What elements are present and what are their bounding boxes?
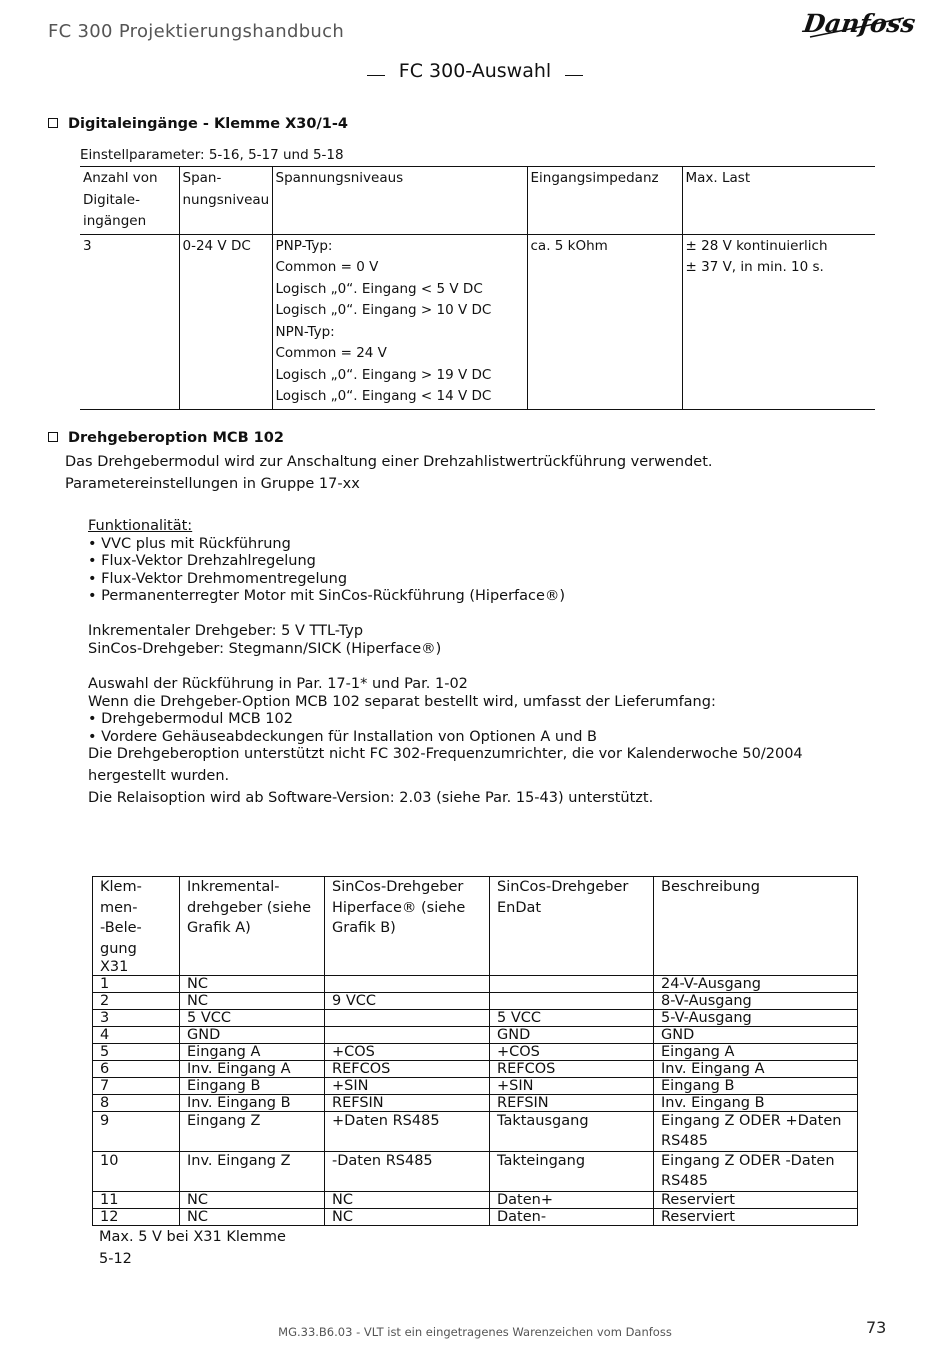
- encoder-types: Inkrementaler Drehgeber: 5 V TTL-Typ SinCos-Drehgeber: Stegmann/SICK (Hiperface®): [88, 623, 442, 657]
- table-cell: NC: [180, 1192, 325, 1209]
- list-item: • Vordere Gehäuseabdeckungen für Installation von Optionen A und B: [88, 728, 597, 745]
- table-cell: NC: [325, 1209, 490, 1226]
- col-header: Span- nungsniveau: [182, 170, 270, 208]
- functionality-block: [88, 518, 565, 606]
- danfoss-logo: [801, 6, 918, 46]
- table-cell: REFCOS: [325, 1061, 490, 1078]
- digital-inputs-table: [80, 147, 875, 410]
- table-row: [93, 1209, 858, 1226]
- table-cell: 9 VCC: [325, 993, 490, 1010]
- section-title: FC 300-Auswahl: [0, 60, 950, 82]
- col-header: SinCos-Drehgeber EnDat: [490, 877, 654, 976]
- table-row: [93, 1078, 858, 1095]
- table-cell: GND: [654, 1027, 858, 1044]
- table-cell: Inv. Eingang B: [654, 1095, 858, 1112]
- table-cell: 3: [93, 1010, 180, 1027]
- col-header: SinCos-Drehgeber Hiperface® (siehe Grafik B): [325, 877, 490, 976]
- table-cell: +COS: [325, 1044, 490, 1061]
- table-cell: -Daten RS485: [325, 1152, 490, 1192]
- encoder-note: Die Drehgeberoption unterstützt nicht FC 302-Frequenzumrichter, die vor Kalenderwoche 50/2004 hergestellt wurden. Die Relaisoption wird ab Software-Version: 2.03 (siehe Par. 15-43) unterstützt.: [88, 746, 803, 806]
- table-cell: 1: [93, 976, 180, 993]
- list-item: • VVC plus mit Rückführung: [88, 535, 291, 552]
- table-cell: [490, 976, 654, 993]
- page-number: 73: [866, 1318, 887, 1337]
- digital-inputs-heading: Digitaleingänge - Klemme X30/1-4: [48, 116, 348, 132]
- input-count: 3: [80, 234, 179, 409]
- table-cell: [490, 993, 654, 1010]
- table-row: [80, 234, 875, 409]
- table-cell: +Daten RS485: [325, 1112, 490, 1152]
- checkbox-bullet-icon: [48, 432, 58, 442]
- table-cell: NC: [180, 976, 325, 993]
- table-cell: [325, 1010, 490, 1027]
- list-item: • Flux-Vektor Drehzahlregelung: [88, 553, 316, 569]
- table-cell: Reserviert: [654, 1209, 858, 1226]
- table-cell: Eingang B: [180, 1078, 325, 1095]
- document-title: FC 300 Projektierungshandbuch: [48, 21, 345, 42]
- table-cell: 5 VCC: [180, 1010, 325, 1027]
- list-item: • Drehgebermodul MCB 102: [88, 711, 293, 727]
- voltage-levels: PNP-Typ: Common = 0 V Logisch „0“. Eingang < 5 V DC Logisch „0“. Eingang > 10 V DC NPN-Typ: Common = 24 V Logisch „0“. Eingang > 19 V DC Logisch „0“. Eingang < 14 V DC: [272, 234, 527, 409]
- col-header: Klem- men- -Bele- gung X31: [93, 877, 180, 976]
- table-row: [93, 1044, 858, 1061]
- table-cell: +SIN: [325, 1078, 490, 1095]
- table-cell: 7: [93, 1078, 180, 1095]
- table-cell: REFSIN: [325, 1095, 490, 1112]
- table-cell: Eingang Z ODER -Daten RS485: [654, 1152, 858, 1192]
- col-header: Inkremental- drehgeber (siehe Grafik A): [180, 877, 325, 976]
- params-label: Einstellparameter: 5-16, 5-17 und 5-18: [80, 147, 344, 163]
- table-cell: 10: [93, 1152, 180, 1192]
- table-cell: Inv. Eingang A: [654, 1061, 858, 1078]
- col-header: Max. Last: [685, 170, 751, 186]
- table-row: [93, 1095, 858, 1112]
- list-item: • Permanenterregter Motor mit SinCos-Rückführung (Hiperface®): [88, 588, 566, 604]
- table-cell: NC: [180, 993, 325, 1010]
- table-cell: 2: [93, 993, 180, 1010]
- table-cell: Daten-: [490, 1209, 654, 1226]
- table-cell: Inv. Eingang A: [180, 1061, 325, 1078]
- table-cell: 8-V-Ausgang: [654, 993, 858, 1010]
- checkbox-bullet-icon: [48, 118, 58, 128]
- table-cell: 11: [93, 1192, 180, 1209]
- table-cell: 5: [93, 1044, 180, 1061]
- table-cell: REFSIN: [490, 1095, 654, 1112]
- table-cell: GND: [490, 1027, 654, 1044]
- table-cell: Eingang A: [654, 1044, 858, 1061]
- table-row: [93, 1027, 858, 1044]
- table-cell: NC: [325, 1192, 490, 1209]
- table-cell: Daten+: [490, 1192, 654, 1209]
- table-cell: Eingang Z: [180, 1112, 325, 1152]
- table-cell: 4: [93, 1027, 180, 1044]
- table-cell: 5 VCC: [490, 1010, 654, 1027]
- functionality-label: Funktionalität:: [88, 518, 193, 534]
- table-cell: +COS: [490, 1044, 654, 1061]
- table-cell: Inv. Eingang Z: [180, 1152, 325, 1192]
- encoder-intro: Das Drehgebermodul wird zur Anschaltung einer Drehzahlistwertrückführung verwendet. Parametereinstellungen in Gruppe 17-xx: [65, 454, 713, 492]
- table-cell: [325, 1027, 490, 1044]
- table-cell: +SIN: [490, 1078, 654, 1095]
- table-cell: 5-V-Ausgang: [654, 1010, 858, 1027]
- table-note: Max. 5 V bei X31 Klemme 5-12: [99, 1229, 286, 1267]
- table-cell: Inv. Eingang B: [180, 1095, 325, 1112]
- table-cell: Taktausgang: [490, 1112, 654, 1152]
- col-header: Anzahl von Digitale- ingängen: [83, 170, 158, 229]
- col-header: Spannungsniveaus: [275, 170, 404, 186]
- encoder-option-heading: Drehgeberoption MCB 102: [48, 430, 284, 446]
- table-cell: Eingang A: [180, 1044, 325, 1061]
- table-row: [93, 1112, 858, 1152]
- voltage-level: 0-24 V DC: [179, 234, 272, 409]
- table-cell: [325, 976, 490, 993]
- table-cell: NC: [180, 1209, 325, 1226]
- table-cell: REFCOS: [490, 1061, 654, 1078]
- max-load: ± 28 V kontinuierlich ± 37 V, in min. 10 s.: [682, 234, 875, 409]
- table-row: [93, 993, 858, 1010]
- svg-text:Danfoss: Danfoss: [801, 8, 918, 38]
- feedback-selection: Auswahl der Rückführung in Par. 17-1* und Par. 1-02 Wenn die Drehgeber-Option MCB 102 separat bestellt wird, umfasst der Lieferumfang: • Drehgebermodul MCB 102 • Vordere Gehäuseabdeckungen für Installation von Optionen A und B: [88, 676, 716, 745]
- col-header: Beschreibung: [654, 877, 858, 976]
- footer-text: MG.33.B6.03 - VLT ist ein eingetragenes Warenzeichen vom Danfoss: [278, 1325, 672, 1339]
- input-impedance: ca. 5 kOhm: [527, 234, 682, 409]
- table-cell: 12: [93, 1209, 180, 1226]
- table-cell: 24-V-Ausgang: [654, 976, 858, 993]
- table-row: [93, 1010, 858, 1027]
- table-cell: Eingang Z ODER +Daten RS485: [654, 1112, 858, 1152]
- terminal-assignment-table: [92, 876, 858, 1270]
- list-item: • Flux-Vektor Drehmomentregelung: [88, 570, 348, 587]
- table-header-row: [80, 167, 875, 235]
- table-row: [93, 1061, 858, 1078]
- col-header: Eingangsimpedanz: [530, 170, 659, 186]
- table-cell: Eingang B: [654, 1078, 858, 1095]
- table-row: [93, 1152, 858, 1192]
- table-cell: GND: [180, 1027, 325, 1044]
- table-cell: 6: [93, 1061, 180, 1078]
- table-cell: Takteingang: [490, 1152, 654, 1192]
- table-cell: 9: [93, 1112, 180, 1152]
- table-cell: Reserviert: [654, 1192, 858, 1209]
- table-header-row: [93, 877, 858, 976]
- table-row: [93, 1192, 858, 1209]
- table-row: [93, 976, 858, 993]
- table-cell: 8: [93, 1095, 180, 1112]
